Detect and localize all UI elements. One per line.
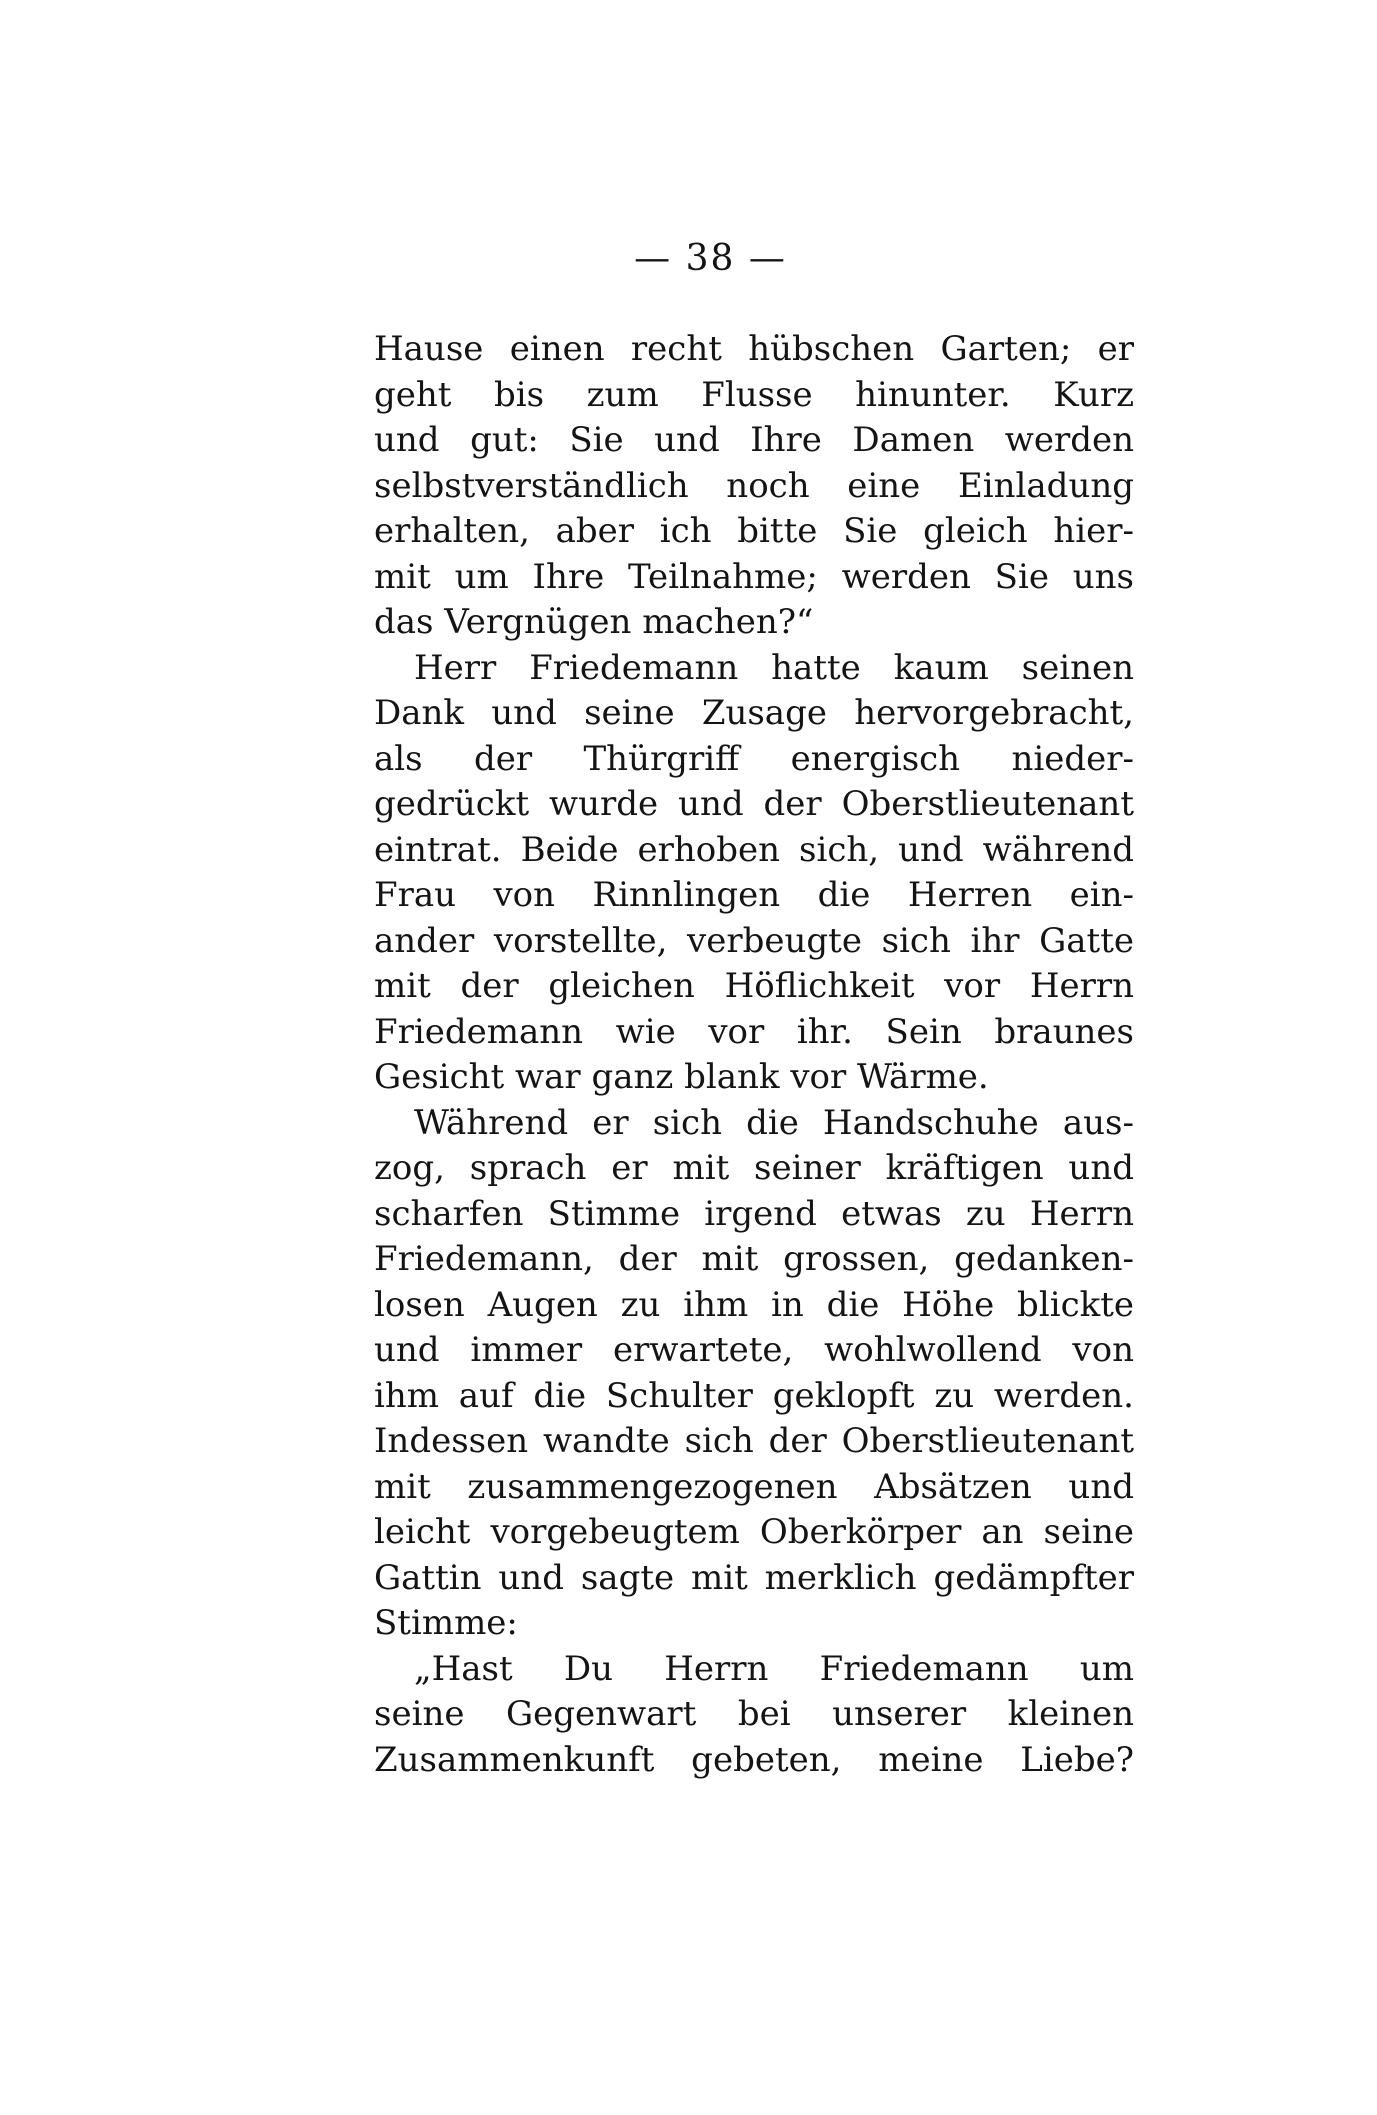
text-line: und gut: Sie und Ihre Damen werden — [374, 420, 1134, 460]
text-line: Gattin und sagte mit merklich gedämpfter — [374, 1557, 1134, 1598]
text-line: Während er sich die Handschuhe aus- — [414, 1102, 1134, 1143]
text-line: mit der gleichen Höflichkeit vor Herrn — [374, 966, 1134, 1006]
text-line: das Vergnügen machen?“ — [374, 602, 814, 642]
text-line: Herr Friedemann hatte kaum seinen — [414, 647, 1134, 688]
page-number: — 38 — — [634, 238, 787, 279]
body-text — [374, 327, 1134, 1783]
text-line: seine Gegenwart bei unserer kleinen — [374, 1694, 1134, 1734]
text-line: erhalten, aber ich bitte Sie gleich hier- — [374, 511, 1134, 551]
text-line: gedrückt wurde und der Oberstlieutenant — [374, 784, 1134, 824]
text-line: Indessen wandte sich der Oberstlieutenant — [374, 1421, 1134, 1461]
text-line: und immer erwartete, wohlwollend von — [374, 1330, 1134, 1370]
text-line: Frau von Rinnlingen die Herren ein- — [374, 875, 1134, 915]
text-line: Stimme: — [374, 1603, 518, 1643]
text-line: Friedemann wie vor ihr. Sein braunes — [374, 1011, 1134, 1052]
text-line: ander vorstellte, verbeugte sich ihr Gatte — [374, 920, 1134, 961]
text-line: leicht vorgebeugtem Oberkörper an seine — [374, 1512, 1134, 1552]
text-line: geht bis zum Flusse hinunter. Kurz — [374, 374, 1134, 415]
text-line: scharfen Stimme irgend etwas zu Herrn — [374, 1193, 1134, 1234]
text-line: zog, sprach er mit seiner kräftigen und — [374, 1148, 1134, 1188]
text-line: Hause einen recht hübschen Garten; er — [374, 329, 1134, 369]
text-line: ihm auf die Schulter geklopft zu werden. — [374, 1375, 1134, 1416]
text-line: Friedemann, der mit grossen, gedanken- — [374, 1239, 1134, 1279]
text-line: Gesicht war ganz blank vor Wärme. — [374, 1057, 989, 1097]
text-line: Zusammenkunft gebeten, meine Liebe? — [374, 1739, 1134, 1780]
text-line: „Hast Du Herrn Friedemann um — [414, 1648, 1134, 1689]
text-line: Dank und seine Zusage hervorgebracht, — [374, 693, 1134, 733]
text-line: selbstverständlich noch eine Einladung — [374, 465, 1134, 506]
text-line: mit zusammengezogenen Absätzen und — [374, 1466, 1134, 1507]
text-line: als der Thürgriff energisch nieder- — [374, 738, 1134, 779]
text-line: losen Augen zu ihm in die Höhe blickte — [374, 1284, 1134, 1325]
text-line: eintrat. Beide erhoben sich, und während — [374, 829, 1134, 870]
text-line: mit um Ihre Teilnahme; werden Sie uns — [374, 556, 1134, 597]
